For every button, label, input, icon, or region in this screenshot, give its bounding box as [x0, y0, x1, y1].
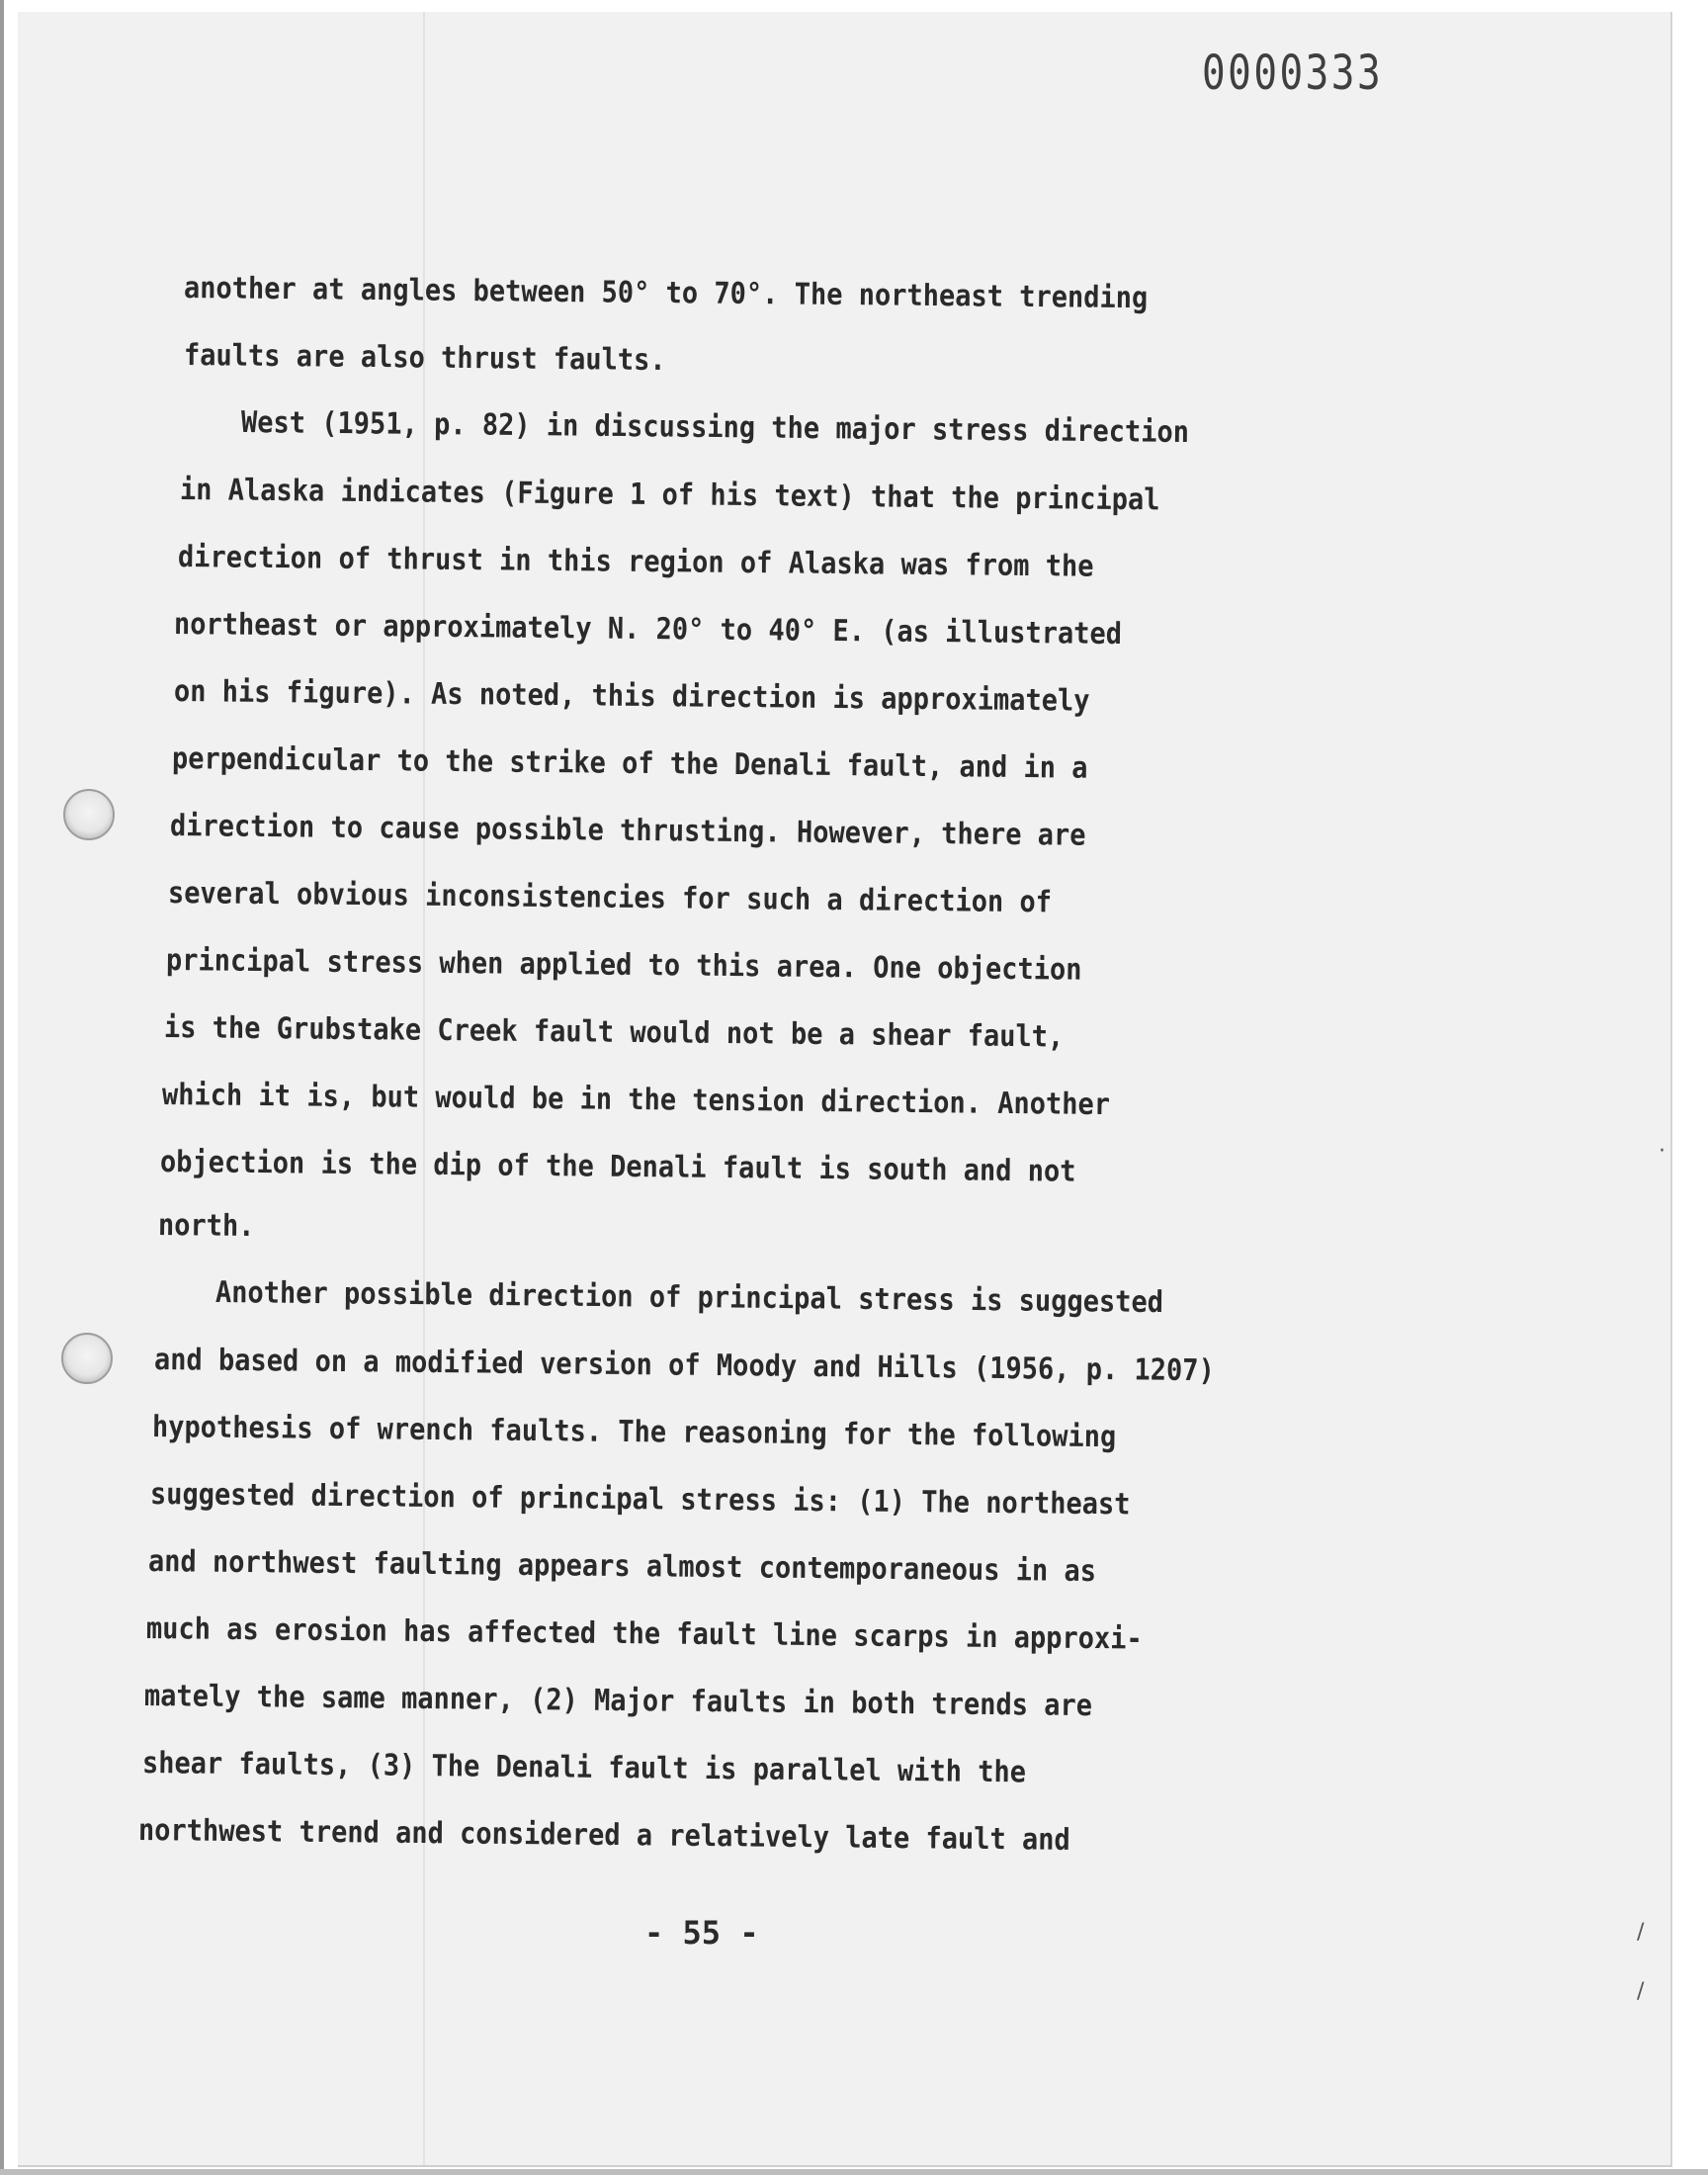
text-line: northwest trend and considered a relatively late fault and [137, 1813, 1070, 1858]
text-line: another at angles between 50° to 70°. The northeast trending [183, 271, 1149, 316]
text-line: shear faults, (3) The Denali fault is parallel with the [141, 1746, 1027, 1790]
scan-bottom-edge [0, 2169, 1708, 2175]
text-line: on his figure). As noted, this direction is approximately [173, 674, 1090, 719]
text-line: which it is, but would be in the tension direction. Another [161, 1078, 1111, 1123]
text-line: is the Grubstake Creek fault would not be a shear fault, [163, 1010, 1065, 1055]
text-line: principal stress when applied to this area. One objection [165, 943, 1082, 988]
punch-hole-upper [63, 789, 115, 840]
text-line: north. [157, 1208, 255, 1245]
scan-speck: / [1637, 1920, 1645, 1945]
text-line: and based on a modified version of Moody and Hills (1956, p. 1207) [153, 1343, 1215, 1389]
scan-speck: / [1637, 1979, 1645, 2004]
text-line: Another possible direction of principal stress is suggested [214, 1275, 1164, 1321]
text-line: direction to cause possible thrusting. However, there are [169, 809, 1086, 853]
text-line: perpendicular to the strike of the Denali fault, and in a [171, 741, 1088, 786]
text-line: suggested direction of principal stress is: (1) The northeast [149, 1477, 1131, 1522]
text-line: much as erosion has affected the fault line scarps in approxi- [145, 1611, 1143, 1657]
text-line: several obvious inconsistencies for such a direction of [167, 876, 1053, 920]
text-line: objection is the dip of the Denali fault is south and not [159, 1145, 1076, 1189]
text-line: in Alaska indicates (Figure 1 of his text) that the principal [179, 473, 1160, 518]
text-line: northeast or approximately N. 20° to 40° E. (as illustrated [173, 607, 1123, 652]
text-line: mately the same manner, (2) Major faults in both trends are [143, 1679, 1093, 1724]
text-line: faults are also thrust faults. [183, 338, 666, 379]
document-stamp-number: 0000333 [1202, 45, 1384, 101]
document-page [18, 12, 1672, 2167]
text-line: hypothesis of wrench faults. The reasoning for the following [151, 1410, 1117, 1455]
text-line: and northwest faulting appears almost contemporaneous in as [147, 1544, 1097, 1590]
punch-hole-lower [61, 1333, 113, 1384]
page-number: - 55 - [644, 1914, 759, 1952]
text-line: direction of thrust in this region of Alaska was from the [177, 540, 1094, 584]
scan-speck: · [1659, 1139, 1665, 1164]
scan-left-edge [0, 0, 4, 2175]
text-line: West (1951, p. 82) in discussing the major stress direction [240, 405, 1190, 451]
